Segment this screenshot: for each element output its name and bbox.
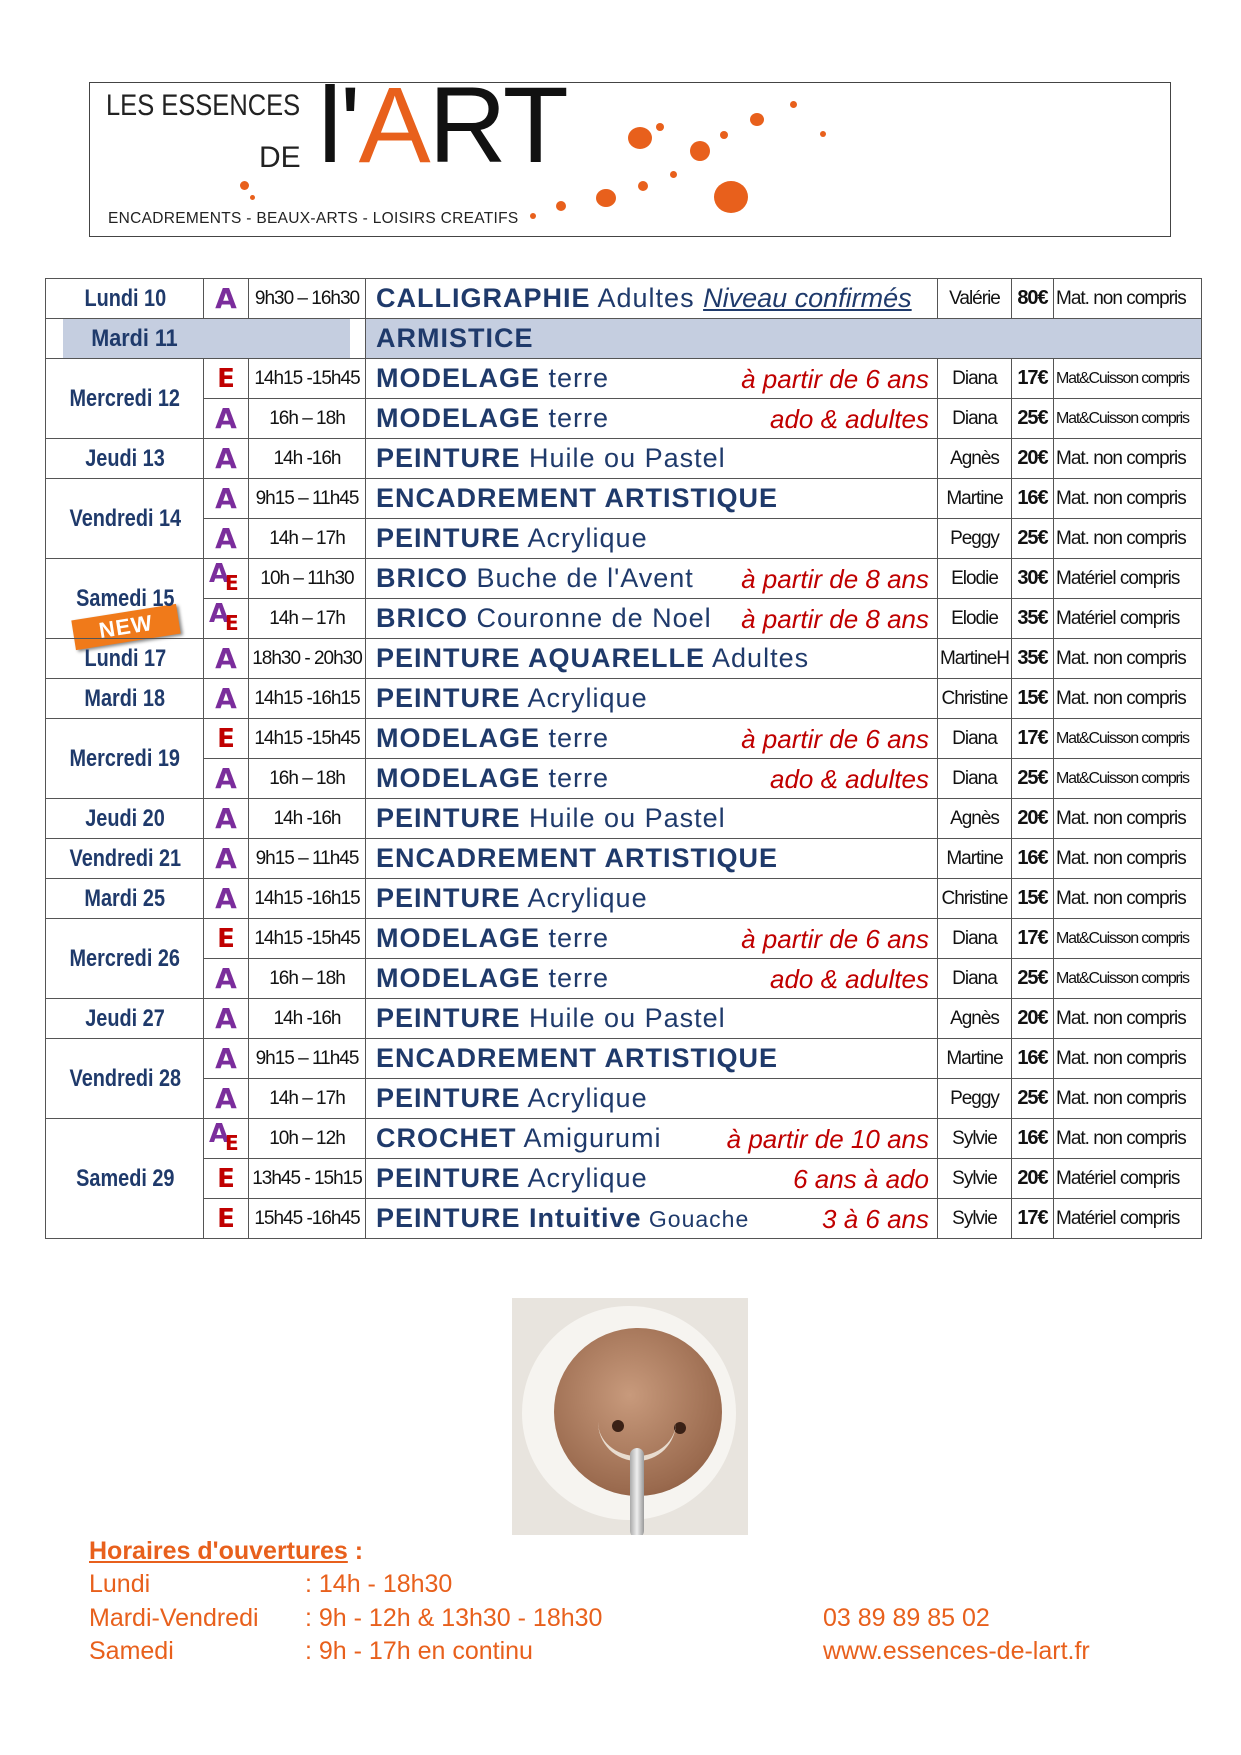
adult-badge-icon [204,999,249,1039]
adult-badge-icon [204,959,249,999]
material-cell: Matériel compris [1054,599,1202,639]
price-cell: 15€ [1012,879,1054,919]
schedule-row [46,879,1202,919]
age-note: à partir de 6 ans [741,724,929,754]
badge-letter: A [215,1041,237,1075]
day-cell: Vendredi 14 [53,479,195,559]
activity-name: PEINTURE [376,683,521,713]
badge-letter: A [215,481,237,515]
paint-splat [596,189,616,207]
activity-cell [366,439,938,479]
badge-letter: E [217,1203,235,1234]
material-cell: Mat&Cuisson compris [1054,399,1202,439]
activity-detail: Acrylique [520,523,648,553]
activity-name: ENCADREMENT ARTISTIQUE [376,843,779,873]
teacher-cell: Sylvie [938,1159,1012,1199]
spoon [630,1448,644,1535]
teacher-cell: Sylvie [938,1119,1012,1159]
activity-cell [366,799,938,839]
paint-splat [250,195,255,200]
logo-banner [89,64,1171,237]
price-cell: 16€ [1012,839,1054,879]
activity-cell [366,1199,938,1239]
price-cell: 35€ [1012,599,1054,639]
child-badge-icon [204,719,249,759]
time-cell: 13h45 - 15h15 [249,1159,366,1199]
day-cell: Samedi 29 [53,1119,195,1239]
price-cell: 80€ [1012,279,1054,319]
day-cell: Lundi 10 [53,279,195,319]
activity-name: PEINTURE [376,1163,521,1193]
website-link[interactable]: www.essences-de-lart.fr [823,1637,1090,1665]
activity-name: BRICO [376,603,468,633]
material-cell: Matériel compris [1054,1199,1202,1239]
badge-letter: A [215,1001,237,1035]
time-cell: 9h15 – 11h45 [249,1039,366,1079]
paint-splat [790,101,797,108]
activity-detail: Acrylique [520,683,648,713]
activity-cell [366,959,938,999]
badge-letter: A [215,801,237,835]
activity-detail: Gouache [641,1206,750,1232]
activity-detail: Couronne de Noel [468,603,712,633]
activity-detail: Amigurumi [516,1123,662,1153]
age-note: ado & adultes [769,964,929,994]
adult-badge-icon [204,399,249,439]
price-cell: 20€ [1012,439,1054,479]
material-cell: Mat&Cuisson compris [1054,959,1202,999]
material-cell: Mat. non compris [1054,839,1202,879]
activity-cell [366,359,938,399]
teacher-cell: Christine [938,679,1012,719]
activity-detail: terre [540,403,610,433]
teacher-cell: Diana [938,959,1012,999]
paint-splat [820,131,826,137]
material-cell: Mat. non compris [1054,879,1202,919]
time-cell: 14h – 17h [249,519,366,559]
age-note: à partir de 10 ans [726,1124,929,1154]
price-cell: 17€ [1012,1199,1054,1239]
activity-cell [366,279,938,319]
day-cell: Lundi 17 [53,639,195,679]
activity-cell [366,759,938,799]
badge-letter: A [215,761,237,795]
teacher-cell: Agnès [938,799,1012,839]
teacher-cell: Elodie [938,599,1012,639]
time-cell: 14h – 17h [249,1079,366,1119]
phone-number: 03 89 89 85 02 [823,1604,990,1632]
activity-detail: terre [540,723,610,753]
activity-cell [366,519,938,559]
activity-name: MODELAGE [376,403,541,433]
teacher-cell: Diana [938,719,1012,759]
activity-detail: Acrylique [520,1163,648,1193]
adult-badge-icon [204,879,249,919]
activity-cell [366,999,938,1039]
time-cell: 15h45 -16h45 [249,1199,366,1239]
teacher-cell: Martine [938,839,1012,879]
new-badge: NEW [71,604,180,650]
schedule-row [46,399,1202,439]
hours-time: : 14h - 18h30 [305,1570,453,1598]
activity-cell [366,639,938,679]
time-cell: 14h -16h [249,799,366,839]
teacher-cell: Martine [938,479,1012,519]
activity-name: PEINTURE Intuitive [376,1203,642,1233]
price-cell: 17€ [1012,919,1054,959]
activity-name: PEINTURE [376,883,521,913]
time-cell: 9h30 – 16h30 [249,279,366,319]
badge-letter: E [217,1163,235,1194]
price-cell: 16€ [1012,1039,1054,1079]
price-cell: 25€ [1012,1079,1054,1119]
schedule-row [46,439,1202,479]
material-cell: Mat&Cuisson compris [1054,759,1202,799]
price-cell: 25€ [1012,519,1054,559]
teacher-cell: Diana [938,359,1012,399]
badge-ae: A E [209,559,239,595]
hours-time: : 9h - 12h & 13h30 - 18h30 [305,1604,603,1632]
adult-badge-icon [204,839,249,879]
paint-splat [720,131,728,139]
adult-badge-icon [204,1079,249,1119]
coffee-smiley-photo [512,1298,748,1535]
child-badge-icon [204,919,249,959]
badge-letter: A [215,681,237,715]
activity-name: PEINTURE [376,803,521,833]
price-cell: 25€ [1012,759,1054,799]
activity-cell [366,1159,938,1199]
activity-cell [366,919,938,959]
time-cell: 14h -16h [249,439,366,479]
activity-name: BRICO [376,563,468,593]
schedule-row [46,1039,1202,1079]
logo-art: l'ART [318,64,567,185]
hours-day: Lundi [89,1570,151,1598]
day-cell: Mercredi 19 [53,719,195,799]
paint-splat [670,171,677,178]
child-badge-icon [204,1159,249,1199]
price-cell: 30€ [1012,559,1054,599]
activity-name: MODELAGE [376,923,541,953]
schedule-row [46,479,1202,519]
price-cell: 35€ [1012,639,1054,679]
age-note: à partir de 6 ans [741,924,929,954]
activity-name: MODELAGE [376,963,541,993]
activity-cell [366,399,938,439]
activity-name: PEINTURE [376,443,521,473]
child-badge-icon [204,1199,249,1239]
schedule-row [46,759,1202,799]
price-cell: 16€ [1012,1119,1054,1159]
hours-time: : 9h - 17h en continu [305,1637,533,1665]
schedule-row [46,839,1202,879]
activity-cell [366,839,938,879]
price-cell: 20€ [1012,1159,1054,1199]
hours-title: Horaires d'ouvertures : [89,1537,364,1565]
badge-letter: A [215,521,237,555]
activity-detail: Adultes [590,283,704,313]
level-note: Niveau confirmés [703,283,912,313]
time-cell: 14h15 -15h45 [249,359,366,399]
time-cell: 14h -16h [249,999,366,1039]
schedule-row [46,599,1202,639]
activity-name: MODELAGE [376,363,541,393]
badge-letter: E [217,363,235,394]
day-cell: Mercredi 12 [53,359,195,439]
activity-detail: terre [540,363,610,393]
teacher-cell: Martine [938,1039,1012,1079]
badge-ae: A E [209,599,239,635]
schedule-row [46,719,1202,759]
activity-name: PEINTURE [376,523,521,553]
schedule-row [46,519,1202,559]
material-cell: Mat. non compris [1054,519,1202,559]
time-cell: 16h – 18h [249,959,366,999]
adult-badge-icon [204,439,249,479]
activity-name: MODELAGE [376,723,541,753]
adult-child-badge-icon [204,599,249,639]
schedule-table [45,278,1202,1239]
schedule-row [46,959,1202,999]
age-note: ado & adultes [769,764,929,794]
activity-name: ENCADREMENT ARTISTIQUE [376,1043,779,1073]
activity-name: PEINTURE AQUARELLE [376,643,706,673]
activity-cell [366,559,938,599]
schedule-row [46,359,1202,399]
schedule-row [46,279,1202,319]
day-cell: Vendredi 21 [53,839,195,879]
logo-line1: LES ESSENCES [106,89,301,122]
material-cell: Mat. non compris [1054,1119,1202,1159]
paint-splat [714,181,748,213]
time-cell: 16h – 18h [249,759,366,799]
activity-detail: Huile ou Pastel [520,443,726,473]
time-cell: 18h30 - 20h30 [249,639,366,679]
schedule-row [46,999,1202,1039]
activity-cell [366,1039,938,1079]
age-note: ado & adultes [769,404,929,434]
day-cell: Mercredi 26 [53,919,195,999]
age-note: 3 à 6 ans [822,1204,929,1234]
badge-letter: A [215,641,237,675]
schedule-row [46,1119,1202,1159]
activity-cell [366,879,938,919]
time-cell: 14h15 -16h15 [249,679,366,719]
activity-detail: terre [540,923,610,953]
adult-badge-icon [204,279,249,319]
paint-splat [240,181,249,190]
activity-detail: Acrylique [520,883,648,913]
activity-cell [366,719,938,759]
price-cell: 20€ [1012,799,1054,839]
adult-badge-icon [204,479,249,519]
material-cell: Mat&Cuisson compris [1054,359,1202,399]
day-cell: Mardi 18 [53,679,195,719]
teacher-cell: Diana [938,759,1012,799]
activity-cell [366,1079,938,1119]
hours-day: Samedi [89,1637,174,1665]
paint-splat [656,123,664,131]
material-cell: Mat. non compris [1054,999,1202,1039]
day-cell: Jeudi 20 [53,799,195,839]
adult-child-badge-icon [204,1119,249,1159]
activity-cell [366,1119,938,1159]
day-cell: Mardi 11 [62,319,350,359]
activity-detail: Huile ou Pastel [520,803,726,833]
paint-splat [690,141,710,161]
schedule-row [46,919,1202,959]
time-cell: 14h – 17h [249,599,366,639]
price-cell: 17€ [1012,719,1054,759]
activity-detail: Huile ou Pastel [520,1003,726,1033]
material-cell: Mat. non compris [1054,639,1202,679]
time-cell: 10h – 11h30 [249,559,366,599]
day-cell: Vendredi 28 [53,1039,195,1119]
day-cell: Mardi 25 [53,879,195,919]
age-note: à partir de 8 ans [741,604,929,634]
badge-letter: A [215,841,237,875]
time-cell: 10h – 12h [249,1119,366,1159]
teacher-cell: Christine [938,879,1012,919]
activity-name: CALLIGRAPHIE [376,283,591,313]
activity-detail: Adultes [705,643,810,673]
logo-subtitle: ENCADREMENTS - BEAUX-ARTS - LOISIRS CREATIFS [108,210,519,227]
time-cell: 14h15 -15h45 [249,919,366,959]
activity-cell [366,599,938,639]
time-cell: 16h – 18h [249,399,366,439]
badge-letter: A [215,281,237,315]
activity-cell [366,679,938,719]
material-cell: Mat. non compris [1054,799,1202,839]
paint-splat [750,113,764,126]
badge-letter: A [215,1081,237,1115]
time-cell: 9h15 – 11h45 [249,839,366,879]
adult-child-badge-icon [204,559,249,599]
day-cell: Jeudi 27 [53,999,195,1039]
material-cell: Mat&Cuisson compris [1054,919,1202,959]
adult-badge-icon [204,519,249,559]
logo-de: DE [259,141,301,174]
material-cell: Mat. non compris [1054,1079,1202,1119]
material-cell: Mat. non compris [1054,279,1202,319]
schedule-row [46,799,1202,839]
schedule-row [46,639,1202,679]
adult-badge-icon [204,1039,249,1079]
time-cell: 9h15 – 11h45 [249,479,366,519]
schedule-row [46,1199,1202,1239]
day-cell: Samedi 15 [53,559,195,639]
child-badge-icon [204,359,249,399]
teacher-cell: Elodie [938,559,1012,599]
teacher-cell: Valérie [938,279,1012,319]
activity-detail: terre [540,963,610,993]
material-cell: Matériel compris [1054,559,1202,599]
activity-name: MODELAGE [376,763,541,793]
schedule-row [46,679,1202,719]
age-note: à partir de 8 ans [741,564,929,594]
teacher-cell: Agnès [938,999,1012,1039]
paint-splat [638,181,648,191]
price-cell: 15€ [1012,679,1054,719]
price-cell: 25€ [1012,399,1054,439]
teacher-cell: Diana [938,399,1012,439]
day-cell: Jeudi 13 [53,439,195,479]
price-cell: 17€ [1012,359,1054,399]
adult-badge-icon [204,759,249,799]
activity-detail: Acrylique [520,1083,648,1113]
material-cell: Mat&Cuisson compris [1054,719,1202,759]
paint-splat [530,213,536,219]
badge-letter: E [217,723,235,754]
teacher-cell: MartineH [938,639,1012,679]
material-cell: Mat. non compris [1054,479,1202,519]
hours-day: Mardi-Vendredi [89,1604,259,1632]
teacher-cell: Peggy [938,1079,1012,1119]
activity-name: CROCHET [376,1123,517,1153]
holiday-label: ARMISTICE [366,319,1202,359]
paint-splat [556,201,566,211]
badge-letter: E [217,923,235,954]
material-cell: Mat. non compris [1054,439,1202,479]
schedule-row [46,1159,1202,1199]
adult-badge-icon [204,639,249,679]
badge-ae: A E [209,1119,239,1155]
time-cell: 14h15 -16h15 [249,879,366,919]
schedule-row [46,559,1202,599]
activity-name: PEINTURE [376,1083,521,1113]
teacher-cell: Diana [938,919,1012,959]
holiday-row [46,319,1202,359]
badge-letter: A [215,961,237,995]
activity-name: PEINTURE [376,1003,521,1033]
badge-letter: A [215,881,237,915]
badge-letter: A [215,441,237,475]
material-cell: Mat. non compris [1054,1039,1202,1079]
price-cell: 25€ [1012,959,1054,999]
teacher-cell: Peggy [938,519,1012,559]
price-cell: 16€ [1012,479,1054,519]
activity-cell [366,479,938,519]
time-cell: 14h15 -15h45 [249,719,366,759]
activity-detail: Buche de l'Avent [468,563,694,593]
schedule-row [46,1079,1202,1119]
paint-splat [628,127,652,149]
teacher-cell: Agnès [938,439,1012,479]
activity-detail: terre [540,763,610,793]
material-cell: Mat. non compris [1054,679,1202,719]
price-cell: 20€ [1012,999,1054,1039]
teacher-cell: Sylvie [938,1199,1012,1239]
age-note: à partir de 6 ans [741,364,929,394]
badge-letter: A [215,401,237,435]
activity-name: ENCADREMENT ARTISTIQUE [376,483,779,513]
adult-badge-icon [204,679,249,719]
age-note: 6 ans à ado [793,1164,929,1194]
adult-badge-icon [204,799,249,839]
material-cell: Matériel compris [1054,1159,1202,1199]
